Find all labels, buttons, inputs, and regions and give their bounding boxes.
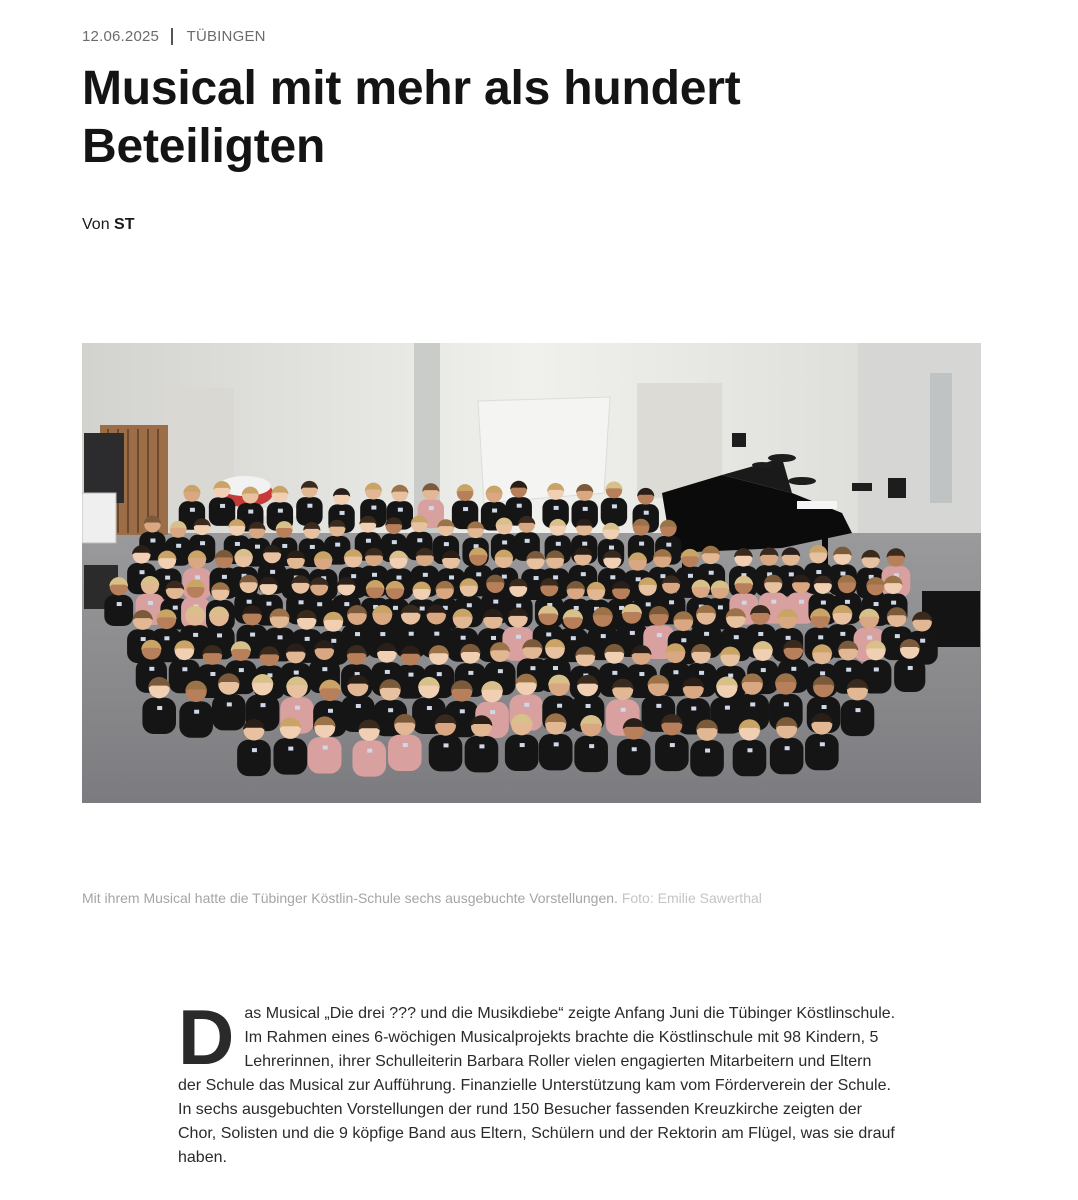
shirt-print [621, 708, 626, 712]
person-body [655, 735, 689, 771]
shirt-print [463, 507, 468, 511]
shirt-print [818, 635, 823, 639]
person-body [617, 739, 651, 775]
shirt-print [393, 606, 398, 610]
shirt-print [261, 703, 266, 707]
article-body-text: as Musical „Die drei ??? und die Musikdiebe“ zeigte Anfang Juni die Tübinger Köstlinschule. Im Rahmen eines 6-wöchigen Musicalprojekts brachte die Köstlinschule mit 98 Kindern, 5 Lehrerinnen, ihrer Schulleiterin Barbara Roller vielen engagierten Mitarbeitern und Eltern der Schule das Musical zur Aufführung. Finanzielle Unterstützung kam vom Förderverein der Schule. In sechs ausgebuchten Vorstellungen der rund 150 Besucher fassenden Kreuzkirche zeigten der Chor, Solisten und die 9 köpfige Band aus Eltern, Schülern und der Rektorin am Flügel, was sie drauf haben. [178, 1005, 896, 1166]
shirt-print [371, 506, 376, 510]
article-date: 12.06.2025 [82, 28, 160, 45]
shirt-print [444, 542, 449, 546]
shirt-print [666, 543, 671, 547]
shirt-print [601, 634, 606, 638]
shirt-print [646, 602, 651, 606]
shirt-print [247, 600, 252, 604]
shirt-print [467, 603, 472, 607]
person-body [212, 694, 246, 730]
person-body [296, 497, 322, 526]
shirt-print [750, 702, 755, 706]
shirt-print [673, 670, 678, 674]
shirt-print [323, 746, 328, 750]
shirt-print [165, 576, 170, 580]
person-body [308, 737, 342, 773]
shirt-print [546, 632, 551, 636]
shirt-print [846, 668, 851, 672]
shirt-print [149, 667, 154, 671]
person-body [179, 701, 213, 737]
shirt-print [141, 637, 146, 641]
shirt-print [554, 742, 559, 746]
shirt-print [190, 508, 195, 512]
shirt-print [688, 574, 693, 578]
shirt-print [493, 600, 498, 604]
shirt-print [492, 509, 497, 513]
shirt-print [317, 602, 322, 606]
shirt-print [270, 570, 275, 574]
photo-caption [82, 890, 762, 906]
shirt-print [553, 575, 558, 579]
shirt-print [639, 672, 644, 676]
shirt-print [520, 743, 525, 747]
shirt-print [855, 708, 860, 712]
shirt-print [193, 633, 198, 637]
shirt-print [250, 633, 255, 637]
shirt-print [490, 710, 495, 714]
shirt-print [295, 706, 300, 710]
shirt-print [581, 572, 586, 576]
drop-cap: D [178, 993, 235, 1081]
person-body [465, 736, 499, 772]
shirt-print [460, 709, 465, 713]
shirt-print [355, 632, 360, 636]
shirt-print [525, 539, 530, 543]
shirt-print [799, 600, 804, 604]
photo-credit: Foto: Emilie Sawerthal [621, 890, 762, 906]
shirt-print [657, 633, 662, 637]
shirt-print [344, 602, 349, 606]
shirt-print [789, 572, 794, 576]
shirt-print [840, 572, 845, 576]
person-body [142, 698, 176, 734]
shirt-print [609, 546, 614, 550]
shirt-print [874, 602, 879, 606]
shirt-print [310, 545, 315, 549]
shirt-print [429, 506, 434, 510]
shirt-print [820, 742, 825, 746]
shirt-print [434, 632, 439, 636]
shirt-print [392, 540, 397, 544]
shirt-print [340, 511, 345, 515]
shirt-print [502, 540, 507, 544]
shirt-print [461, 636, 466, 640]
byline-author[interactable]: ST [114, 216, 135, 233]
shirt-print [176, 544, 181, 548]
article-headline: Musical mit mehr als hundert Beteiligten [82, 62, 741, 173]
person-body [273, 738, 307, 774]
shirt-print [553, 666, 558, 670]
shirt-print [644, 511, 649, 515]
shirt-print [380, 632, 385, 636]
shirt-print [758, 632, 763, 636]
shirt-print [556, 542, 561, 546]
shirt-print [239, 668, 244, 672]
person-body [352, 740, 386, 776]
shirt-print [821, 601, 826, 605]
shirt-print [182, 667, 187, 671]
shirt-print [705, 749, 710, 753]
shirt-print [571, 636, 576, 640]
shirt-print [299, 600, 304, 604]
person-body [574, 736, 608, 772]
shirt-print [148, 601, 153, 605]
shirt-print [867, 636, 872, 640]
shirt-print [468, 671, 473, 675]
shirt-print [516, 604, 521, 608]
shirt-print [423, 573, 428, 577]
shirt-print [784, 702, 789, 706]
shirt-print [194, 710, 199, 714]
shirt-print [632, 747, 637, 751]
person-body [601, 498, 627, 527]
shirt-print [255, 545, 260, 549]
shirt-print [427, 706, 432, 710]
shirt-print [656, 704, 661, 708]
shirt-print [557, 704, 562, 708]
shirt-print [530, 666, 535, 670]
shirt-print [845, 600, 850, 604]
shirt-print [822, 705, 827, 709]
article-location: TÜBINGEN [186, 28, 266, 45]
shirt-print [636, 577, 641, 581]
shirt-print [681, 638, 686, 642]
shirt-print [920, 639, 925, 643]
shirt-print [195, 575, 200, 579]
shirt-print [786, 636, 791, 640]
person-body [429, 735, 463, 771]
shirt-print [582, 542, 587, 546]
shirt-print [388, 708, 393, 712]
person-body [539, 734, 573, 770]
shirt-print [791, 667, 796, 671]
shirt-print [476, 572, 481, 576]
shirt-print [639, 542, 644, 546]
person-body [505, 735, 539, 771]
shirt-print [612, 671, 617, 675]
shirt-print [516, 635, 521, 639]
shirt-print [704, 632, 709, 636]
article-photo[interactable] [82, 343, 981, 803]
shirt-print [761, 668, 766, 672]
shirt-print [840, 632, 845, 636]
shirt-print [630, 631, 635, 635]
shirt-print [816, 570, 821, 574]
shirt-print [200, 541, 205, 545]
shirt-print [367, 749, 372, 753]
shirt-print [709, 571, 714, 575]
person-body [733, 740, 767, 776]
shirt-print [612, 504, 617, 508]
caption-text: Mit ihrem Musical hatte die Tübinger Köstlin-Schule sechs ausgebuchte Vorstellungen. [82, 890, 618, 906]
shirt-print [173, 606, 178, 610]
shirt-print [252, 748, 257, 752]
shirt-print [385, 670, 390, 674]
shirt-print [554, 506, 559, 510]
shirt-print [150, 538, 155, 542]
shirt-print [437, 672, 442, 676]
shirt-print [210, 672, 215, 676]
meta-divider [171, 28, 173, 45]
shirt-print [785, 746, 790, 750]
shirt-print [331, 639, 336, 643]
shirt-print [248, 510, 253, 514]
shirt-print [524, 703, 529, 707]
person-body [894, 658, 925, 692]
shirt-print [294, 671, 299, 675]
shirt-print [742, 601, 747, 605]
shirt-print [235, 542, 240, 546]
shirt-print [396, 576, 401, 580]
shirt-print [691, 706, 696, 710]
shirt-print [586, 704, 591, 708]
article-body [178, 993, 898, 1170]
person-body [388, 735, 422, 771]
shirt-print [335, 543, 340, 547]
shirt-print [479, 744, 484, 748]
person-body [237, 740, 271, 776]
shirt-print [278, 635, 283, 639]
shirt-print [266, 602, 271, 606]
person-body [690, 740, 724, 776]
shirt-print [734, 635, 739, 639]
shirt-print [222, 575, 227, 579]
shirt-print [417, 538, 422, 542]
shirt-print [610, 575, 615, 579]
shirt-print [328, 709, 333, 713]
article-meta [82, 28, 266, 45]
person-body [805, 734, 839, 770]
shirt-print [227, 702, 232, 706]
byline [82, 216, 135, 234]
shirt-print [288, 747, 293, 751]
shirt-print [409, 632, 414, 636]
shirt-print [322, 667, 327, 671]
shirt-print [517, 504, 522, 508]
shirt-print [356, 704, 361, 708]
shirt-print [278, 509, 283, 513]
shirt-print [307, 504, 312, 508]
shirt-print [117, 602, 122, 606]
shirt-print [366, 539, 371, 543]
shirt-print [305, 637, 310, 641]
shirt-print [589, 744, 594, 748]
shirt-print [498, 669, 503, 673]
shirt-print [747, 748, 752, 752]
shirt-print [534, 576, 539, 580]
speaker-tower-icon [930, 373, 952, 503]
person-body [104, 595, 133, 626]
shirt-print [403, 743, 408, 747]
shirt-print [351, 574, 356, 578]
shirt-print [420, 607, 425, 611]
shirt-print [157, 706, 162, 710]
shirt-print [217, 633, 222, 637]
shirt-print [449, 575, 454, 579]
shirt-print [164, 636, 169, 640]
person-body [841, 700, 875, 736]
shirt-print [670, 743, 675, 747]
shirt-print [891, 601, 896, 605]
shirt-print [140, 570, 145, 574]
byline-prefix: Von [82, 216, 110, 233]
shirt-print [699, 671, 704, 675]
shirt-print [725, 706, 730, 710]
shirt-print [874, 667, 879, 671]
shirt-print [669, 600, 674, 604]
group-photo-illustration [82, 343, 981, 803]
shirt-print [398, 508, 403, 512]
shirt-print [820, 671, 825, 675]
shirt-print [372, 573, 377, 577]
shirt-print [220, 504, 225, 508]
shirt-print [718, 605, 723, 609]
shirt-print [282, 544, 287, 548]
shirt-print [444, 743, 449, 747]
shirt-print [908, 666, 913, 670]
shirt-print [491, 636, 496, 640]
shirt-print [408, 673, 413, 677]
shirt-print [583, 507, 588, 511]
shirt-print [771, 600, 776, 604]
shirt-print [502, 575, 507, 579]
shirt-print [895, 634, 900, 638]
shirt-print [660, 574, 665, 578]
person-body [770, 738, 804, 774]
